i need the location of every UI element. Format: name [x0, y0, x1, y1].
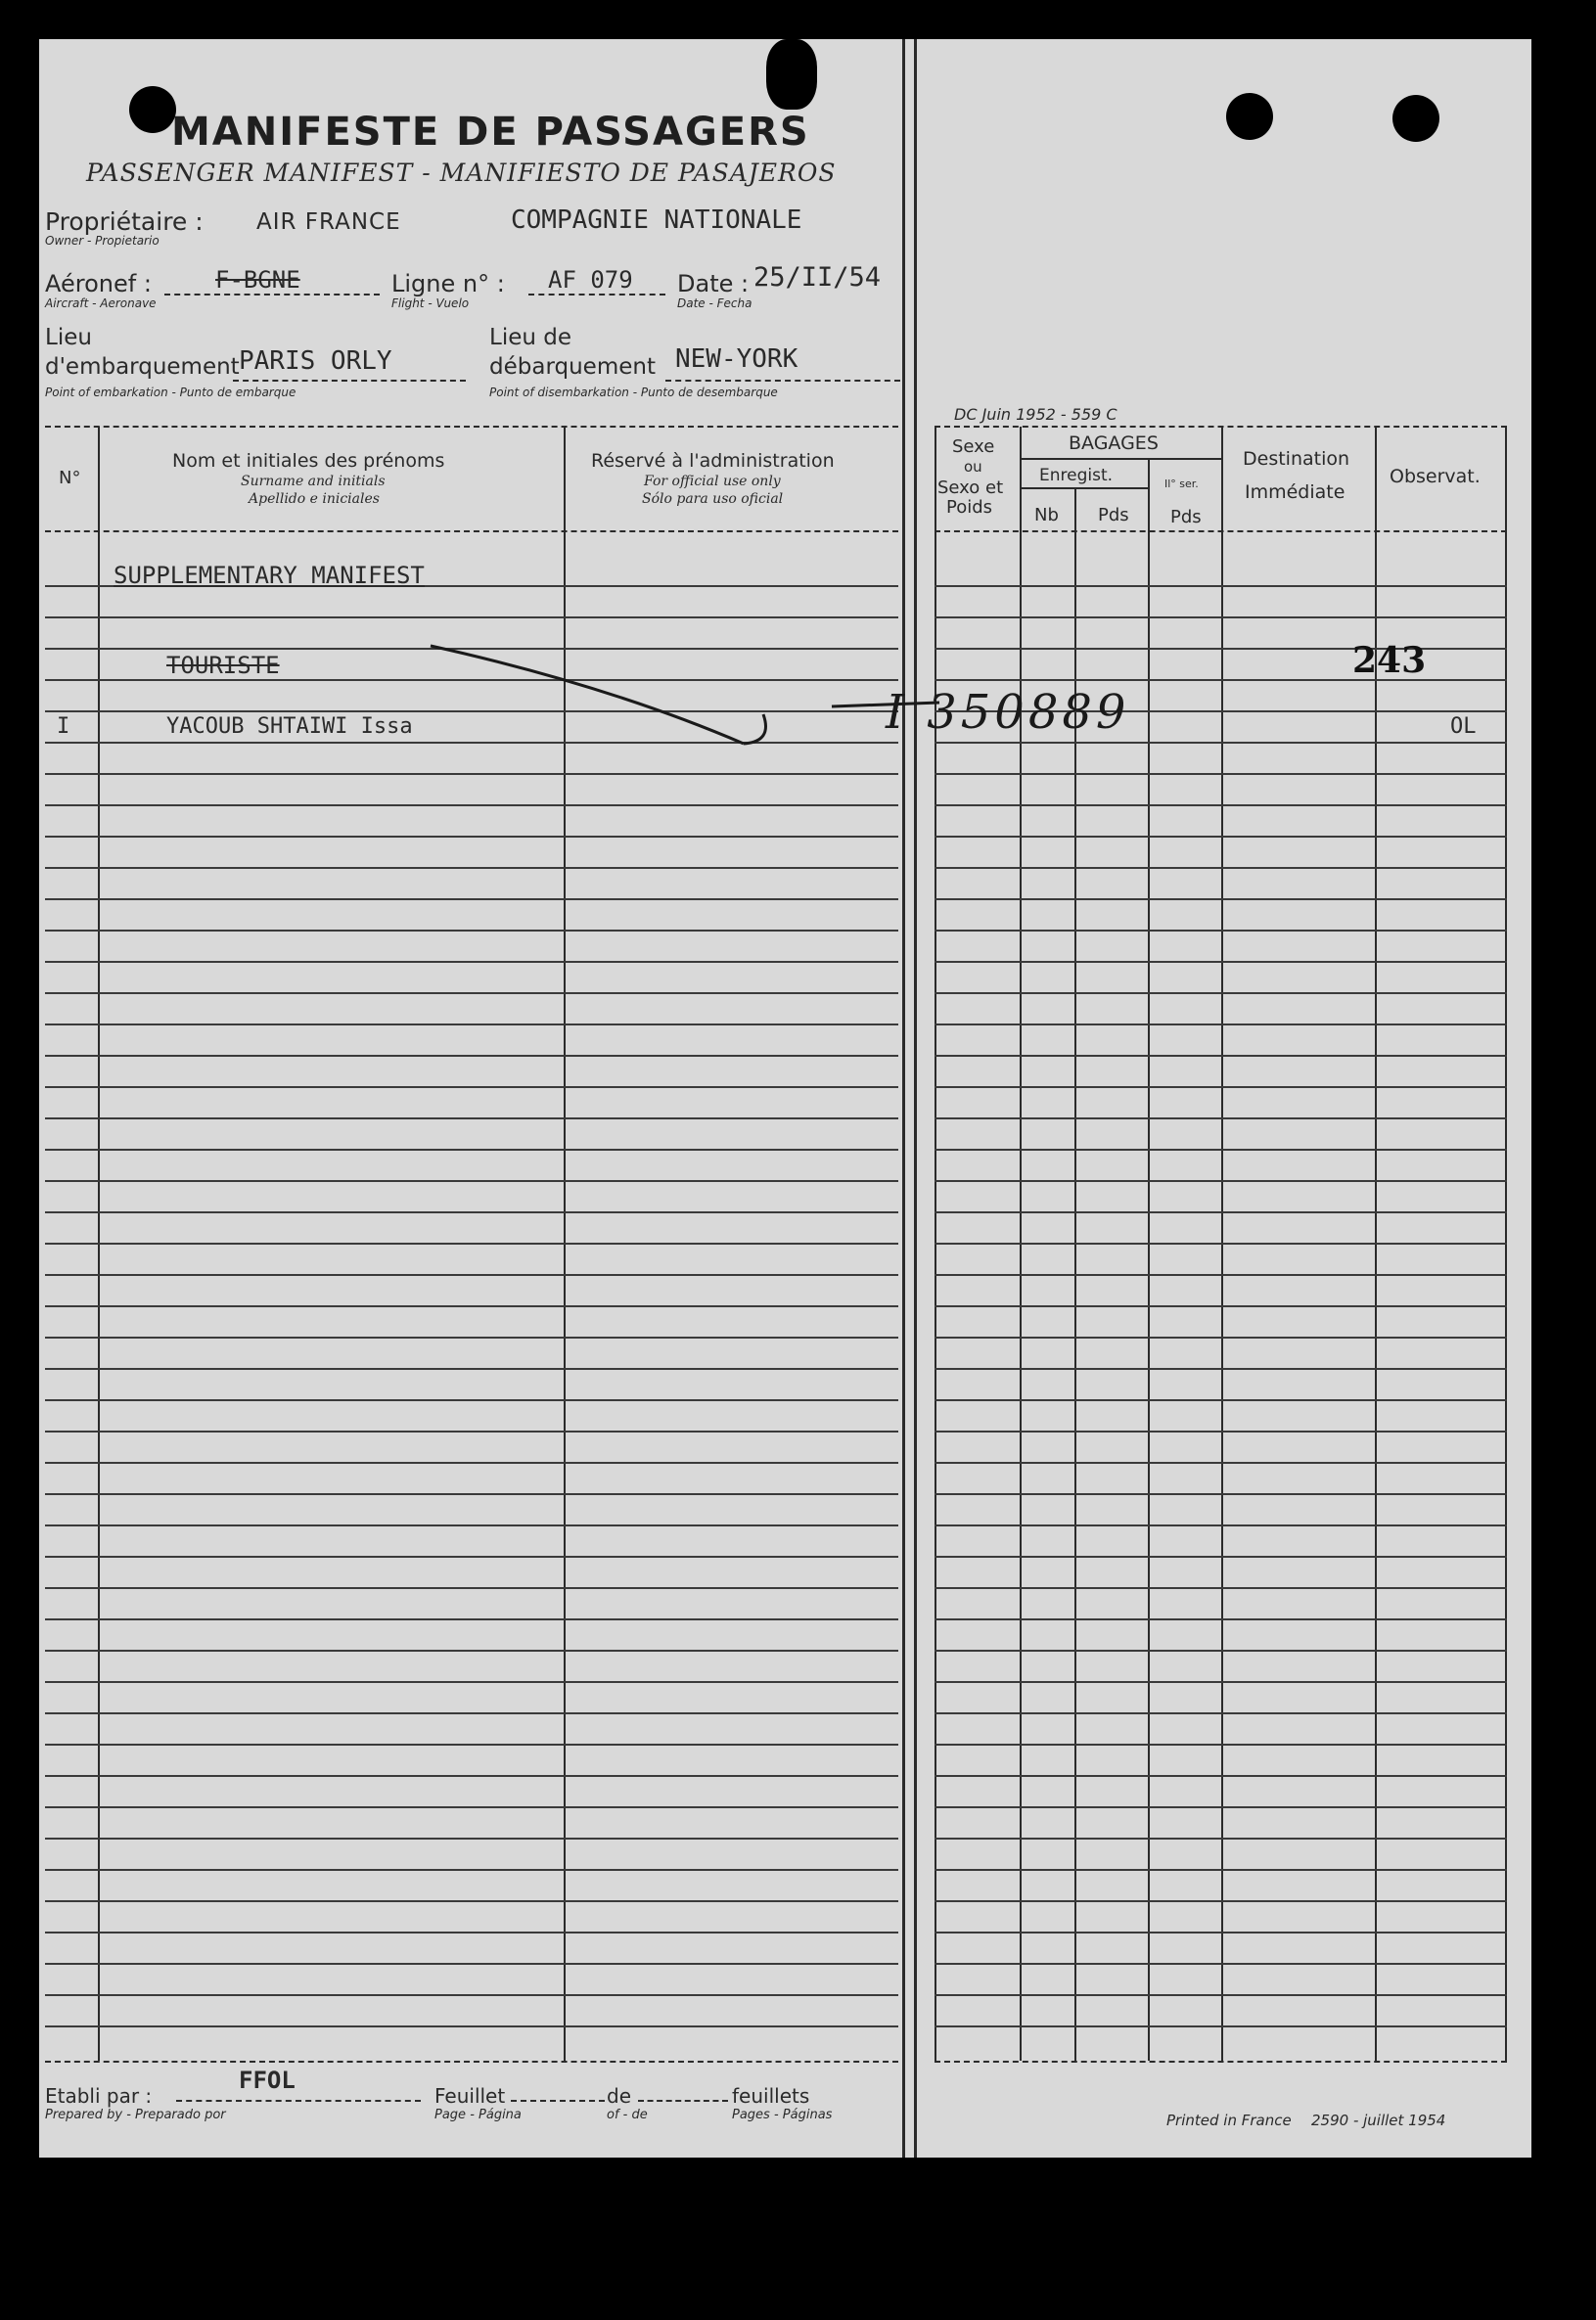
table-row-line: [45, 710, 898, 712]
table-row-line: [45, 836, 898, 838]
punch-hole-left: [129, 86, 176, 133]
flight-value-line: [528, 294, 665, 296]
of-label: de: [607, 2084, 631, 2108]
table-row-line: [45, 1462, 898, 1464]
owner-value-2: COMPAGNIE NATIONALE: [511, 205, 802, 235]
table-row-line: [45, 1243, 898, 1245]
header-bottom-left: [45, 530, 898, 532]
sheets-label: feuillets: [732, 2084, 810, 2108]
printed-code: 2590 - juillet 1954: [1311, 2112, 1446, 2129]
embarkation-label-2: d'embarquement: [45, 354, 240, 380]
enregist-underline: [1020, 487, 1148, 489]
supplementary-manifest-label: SUPPLEMENTARY MANIFEST: [114, 562, 425, 589]
aircraft-value: F-BGNE: [215, 266, 300, 294]
aircraft-value-line: [164, 294, 380, 296]
col-divider-pds: [1148, 460, 1150, 2061]
handwritten-reference: I 350889: [886, 685, 1130, 740]
table-row-line: [45, 1618, 898, 1620]
sheets-sub: Pages - Páginas: [732, 2108, 833, 2122]
header-name-2: Surname and initials: [241, 474, 386, 489]
header-dest-2: Immédiate: [1245, 481, 1345, 503]
table-row-line: [935, 1838, 1507, 1840]
table-row-line: [935, 1587, 1507, 1589]
table-row-line: [45, 1149, 898, 1151]
table-row-line: [45, 804, 898, 806]
sheet-line: [511, 2100, 605, 2102]
table-row-line: [935, 773, 1507, 775]
aircraft-label-sub: Aircraft - Aeronave: [45, 296, 157, 310]
table-row-line: [45, 1963, 898, 1965]
table-row-line: [935, 1650, 1507, 1652]
table-row-line: [935, 1900, 1507, 1902]
header-sex-3: Sexo et: [937, 478, 1004, 498]
bagages-underline: [1020, 458, 1221, 460]
table-row-line: [45, 1524, 898, 1526]
footer-top-left: [45, 2061, 898, 2063]
header-sex-4: Poids: [946, 497, 993, 518]
punch-hole-center: [766, 39, 817, 110]
table-row-line: [45, 1587, 898, 1589]
table-row-line: [935, 961, 1507, 963]
table-row-line: [45, 1838, 898, 1840]
table-row-line: [45, 616, 898, 618]
flight-label-sub: Flight - Vuelo: [391, 296, 470, 310]
header-pds: Pds: [1098, 505, 1129, 525]
prepared-by-line: [176, 2100, 421, 2102]
table-row-line: [45, 1775, 898, 1777]
date-label-sub: Date - Fecha: [677, 296, 752, 310]
table-row-line: [45, 679, 898, 681]
table-row-line: [935, 867, 1507, 869]
table-row-line: [45, 1744, 898, 1746]
table-row-line: [45, 1712, 898, 1714]
table-row-line: [935, 1337, 1507, 1339]
owner-label: Propriétaire :: [45, 207, 204, 236]
date-label: Date :: [677, 270, 750, 297]
embarkation-label-sub: Point of embarkation - Punto de embarque: [45, 386, 296, 399]
table-row-line: [935, 1462, 1507, 1464]
header-sex-2: ou: [964, 458, 982, 476]
sheet-label: Feuillet: [434, 2084, 506, 2108]
header-no: N°: [59, 468, 81, 488]
table-row-line: [935, 1744, 1507, 1746]
center-fold-line-2: [914, 39, 917, 2158]
header-dest-1: Destination: [1243, 448, 1350, 470]
manifest-title: MANIFESTE DE PASSAGERS: [171, 110, 810, 155]
date-value: 25/II/54: [753, 262, 882, 293]
stamp-number: 243: [1352, 640, 1427, 681]
table-row-line: [45, 1086, 898, 1088]
table-row-line: [935, 1869, 1507, 1871]
table-row-line: [45, 1055, 898, 1057]
passenger-number: I: [57, 714, 70, 739]
table-row-line: [45, 898, 898, 900]
table-row-line: [935, 1556, 1507, 1558]
table-row-line: [935, 1055, 1507, 1057]
table-row-line: [935, 836, 1507, 838]
punch-hole-right-2: [1392, 95, 1439, 142]
table-row-line: [935, 1994, 1507, 1996]
table-row-line: [935, 1493, 1507, 1495]
table-row-line: [45, 1211, 898, 1213]
table-top-left: [45, 426, 898, 428]
table-row-line: [935, 1024, 1507, 1025]
table-row-line: [935, 2025, 1507, 2027]
manifest-subtitle: PASSENGER MANIFEST - MANIFIESTO DE PASAJEROS: [86, 159, 837, 187]
table-row-line: [45, 1869, 898, 1871]
table-row-line: [935, 1117, 1507, 1119]
disembarkation-value: NEW-YORK: [675, 344, 798, 374]
table-row-line: [45, 1180, 898, 1182]
table-row-line: [45, 773, 898, 775]
table-row-line: [45, 930, 898, 932]
table-row-line: [45, 1337, 898, 1339]
flight-label: Ligne n° :: [391, 270, 505, 297]
table-row-line: [45, 1681, 898, 1683]
table-row-line: [935, 1180, 1507, 1182]
table-row-line: [45, 1117, 898, 1119]
disembarkation-label-1: Lieu de: [489, 325, 571, 350]
table-row-line: [935, 1932, 1507, 1933]
table-row-line: [935, 1618, 1507, 1620]
table-row-line: [45, 1274, 898, 1276]
disembarkation-label-sub: Point of disembarkation - Punto de desembarque: [489, 386, 778, 399]
table-row-line: [45, 1305, 898, 1307]
printed-in-france: Printed in France: [1166, 2112, 1292, 2129]
table-row-line: [45, 648, 898, 650]
table-row-line: [45, 1900, 898, 1902]
table-row-line: [935, 898, 1507, 900]
table-row-line: [935, 1086, 1507, 1088]
table-row-line: [45, 742, 898, 744]
embarkation-value: PARIS ORLY: [239, 346, 392, 376]
table-row-line: [935, 616, 1507, 618]
disembarkation-label-2: débarquement: [489, 354, 656, 380]
table-row-line: [45, 1399, 898, 1401]
table-row-line: [45, 1493, 898, 1495]
punch-hole-right-1: [1226, 93, 1273, 140]
table-row-line: [935, 1775, 1507, 1777]
disembarkation-value-line: [665, 380, 900, 382]
flight-value: AF 079: [548, 266, 633, 294]
prepared-by-sub: Prepared by - Preparado por: [45, 2108, 226, 2122]
owner-label-sub: Owner - Propietario: [45, 234, 160, 248]
table-row-line: [935, 1712, 1507, 1714]
table-row-line: [935, 1149, 1507, 1151]
table-row-line: [45, 2025, 898, 2027]
table-row-line: [935, 742, 1507, 744]
table-row-line: [935, 1681, 1507, 1683]
class-label: TOURISTE: [166, 652, 280, 679]
header-admin-2: For official use only: [644, 474, 781, 489]
table-row-line: [45, 1650, 898, 1652]
of-sub: of - de: [607, 2108, 648, 2122]
table-row-line: [935, 1806, 1507, 1808]
aircraft-label: Aéronef :: [45, 270, 152, 297]
table-row-line: [45, 1431, 898, 1433]
sheet-sub: Page - Página: [434, 2108, 522, 2122]
table-row-line: [45, 1932, 898, 1933]
table-row-line: [935, 1274, 1507, 1276]
table-row-line: [935, 1211, 1507, 1213]
form-code: DC Juin 1952 - 559 C: [954, 405, 1117, 424]
passenger-observation: OL: [1450, 714, 1477, 739]
owner-value: AIR FRANCE: [256, 209, 401, 235]
header-name-3: Apellido e iniciales: [249, 491, 380, 507]
header-nb: Nb: [1034, 505, 1059, 525]
table-row-line: [45, 1556, 898, 1558]
header-admin-3: Sólo para uso oficial: [642, 491, 784, 507]
header-admin-1: Réservé à l'administration: [591, 450, 835, 472]
table-row-line: [45, 992, 898, 994]
table-row-line: [45, 867, 898, 869]
center-fold-line-1: [902, 39, 905, 2158]
table-row-line: [935, 804, 1507, 806]
header-pds-2: Pds: [1170, 507, 1202, 527]
table-row-line: [45, 1024, 898, 1025]
header-name-1: Nom et initiales des prénoms: [172, 450, 445, 472]
table-row-line: [935, 1524, 1507, 1526]
table-row-line: [935, 1368, 1507, 1370]
header-bagages: BAGAGES: [1069, 432, 1159, 454]
table-row-line: [45, 1368, 898, 1370]
table-row-line: [45, 1994, 898, 1996]
table-row-line: [935, 930, 1507, 932]
table-row-line: [45, 961, 898, 963]
header-enregist: Enregist.: [1039, 466, 1114, 485]
footer-top-right: [935, 2061, 1507, 2063]
table-row-line: [935, 1243, 1507, 1245]
header-observ: Observat.: [1390, 466, 1481, 487]
prepared-by-label: Etabli par :: [45, 2084, 153, 2108]
passenger-name: YACOUB SHTAIWI Issa: [166, 714, 413, 739]
table-row-line: [935, 1431, 1507, 1433]
prepared-by-value: FFOL: [239, 2067, 296, 2094]
header-sex-1: Sexe: [952, 436, 995, 457]
table-row-line: [935, 1305, 1507, 1307]
embarkation-value-line: [233, 380, 466, 382]
table-row-line: [935, 992, 1507, 994]
table-row-line: [45, 1806, 898, 1808]
embarkation-label-1: Lieu: [45, 325, 92, 350]
table-row-line: [935, 1399, 1507, 1401]
of-line: [638, 2100, 728, 2102]
table-row-line: [935, 585, 1507, 587]
header-ser: Il° ser.: [1164, 478, 1199, 490]
table-row-line: [935, 1963, 1507, 1965]
